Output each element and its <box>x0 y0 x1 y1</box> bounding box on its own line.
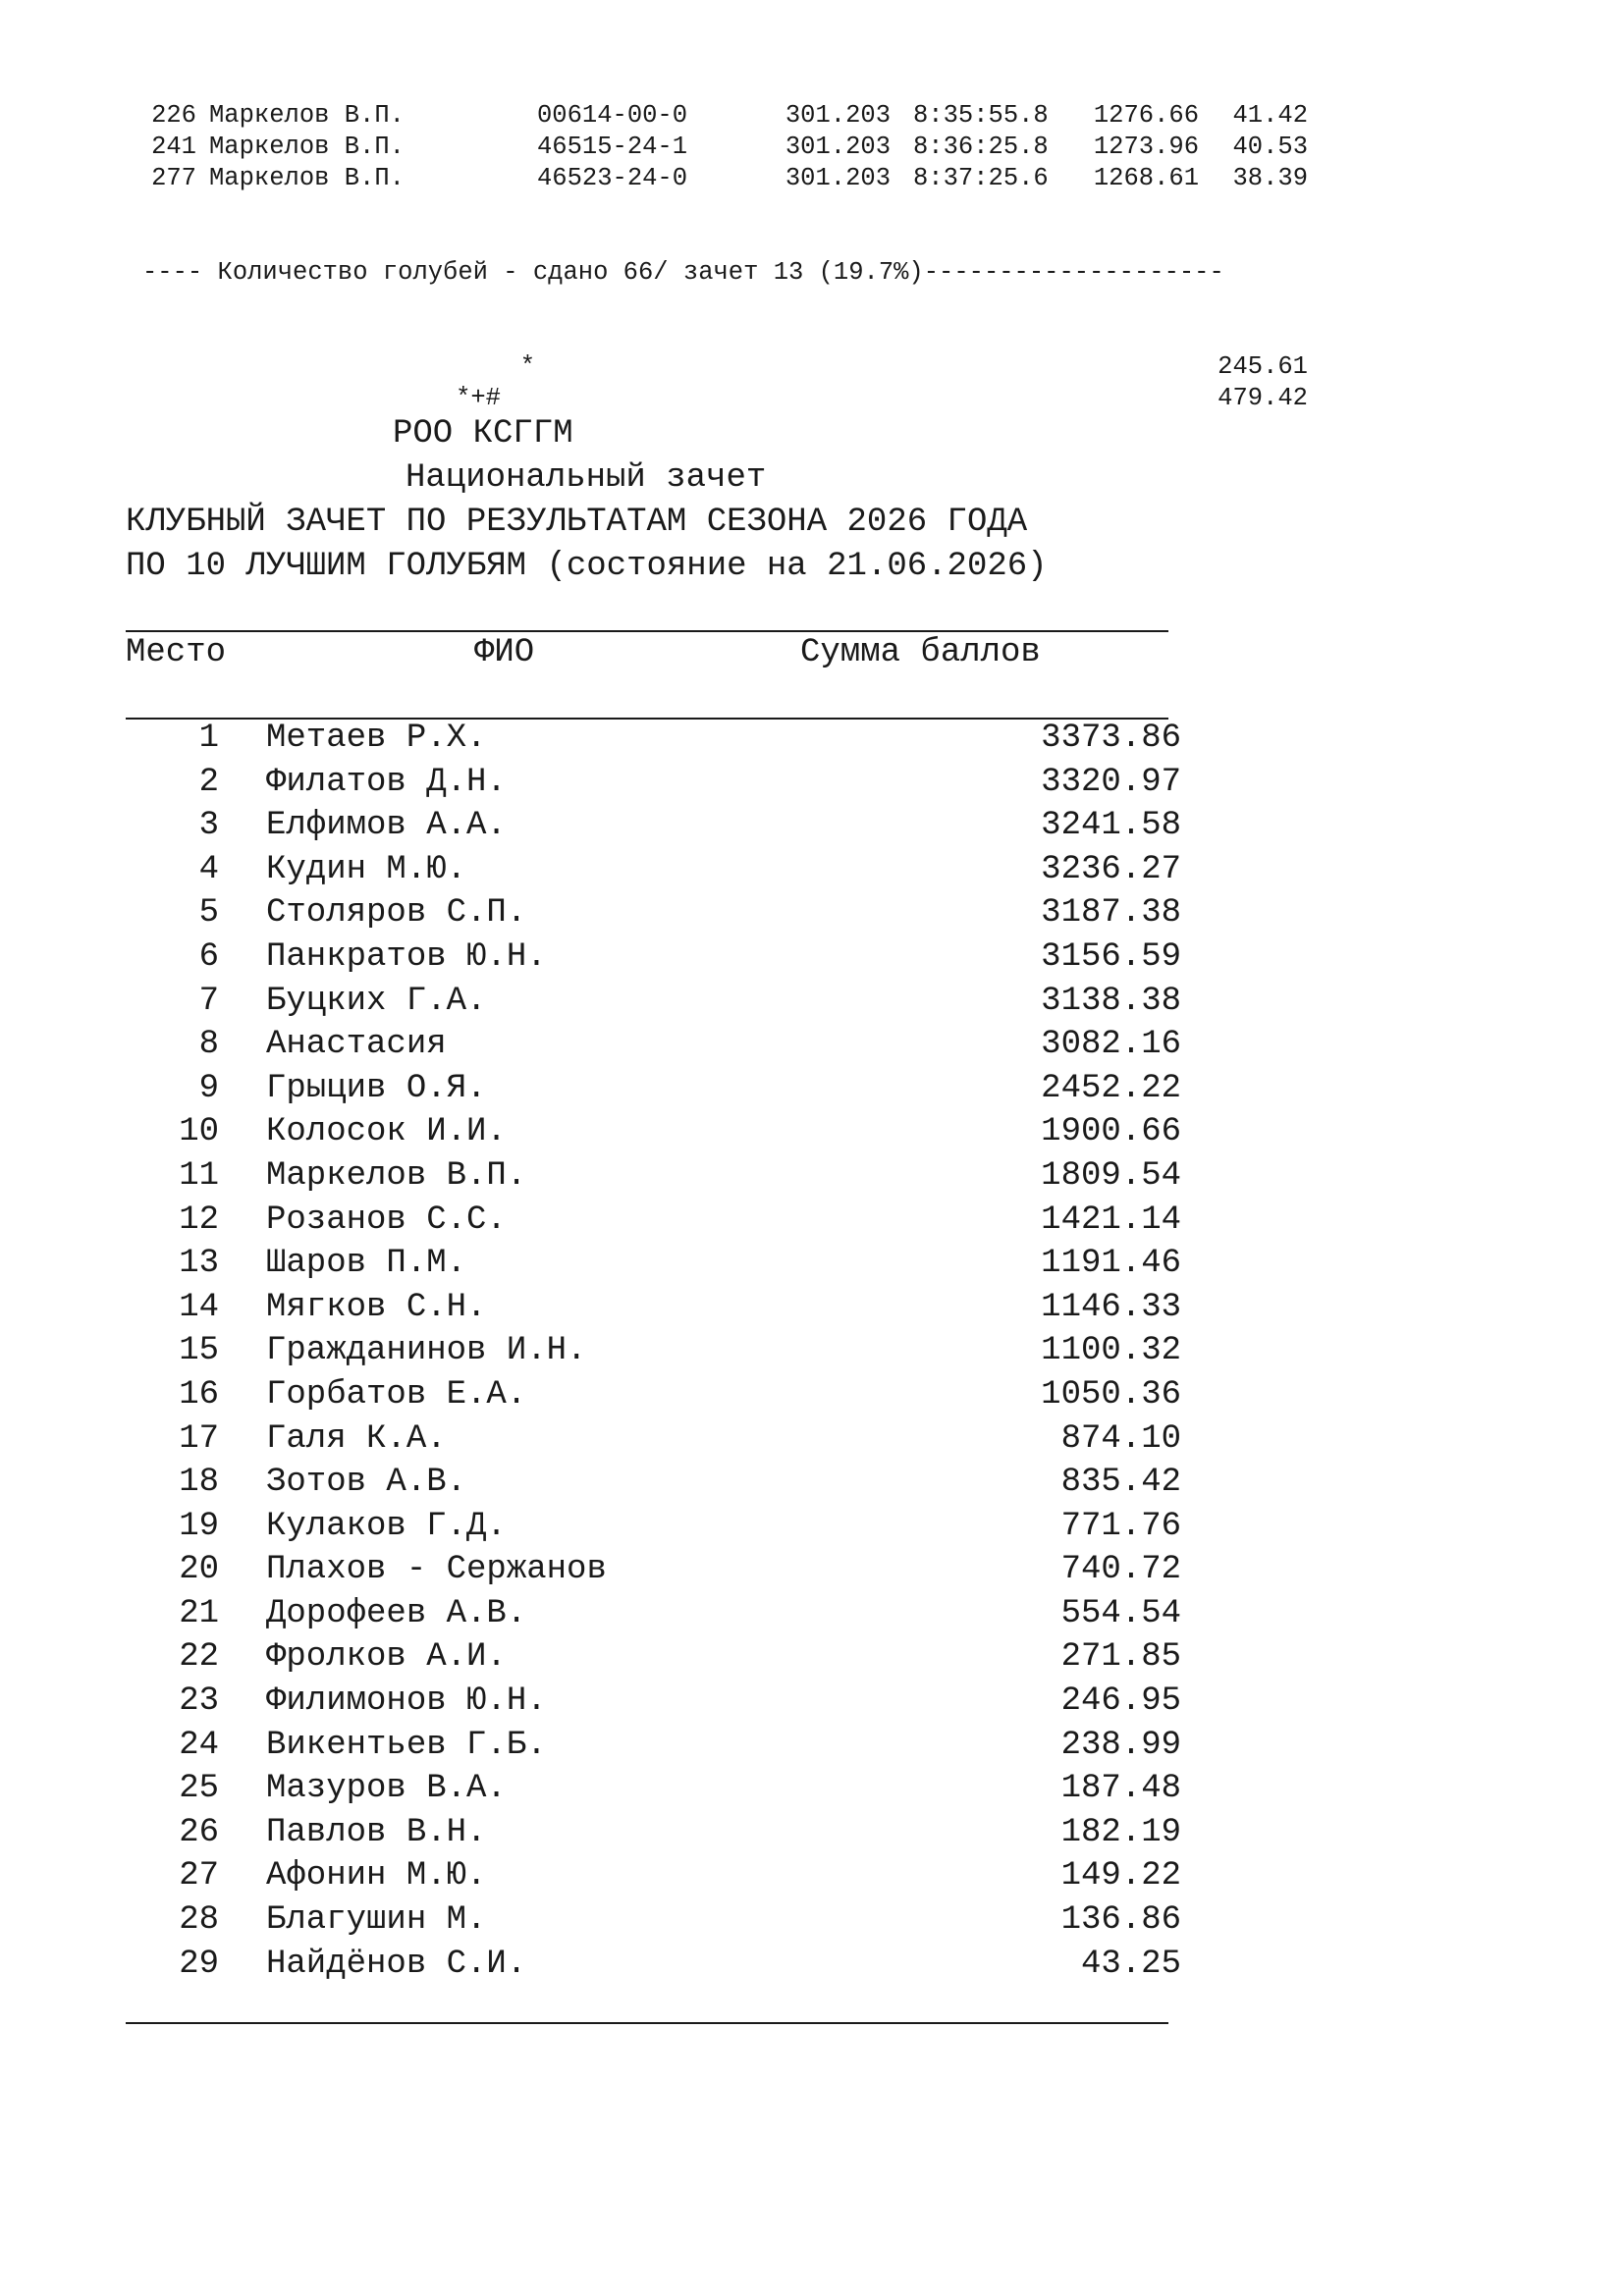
row-name: Анастасия <box>266 1026 447 1064</box>
standings-row <box>126 1417 1181 1462</box>
row-place: 3 <box>198 807 219 845</box>
row-name: Панкратов Ю.Н. <box>266 937 547 976</box>
standings-row <box>126 717 1181 761</box>
row-name: Афонин М.Ю. <box>266 1857 487 1896</box>
row-name: Шаров П.М. <box>266 1245 467 1283</box>
row-place: 17 <box>179 1419 219 1458</box>
standings-table <box>126 717 1181 1986</box>
row-name: Филимонов Ю.Н. <box>266 1682 547 1721</box>
race-points: 38.39 <box>1232 164 1308 192</box>
standings-row <box>126 980 1181 1024</box>
standings-row <box>126 1548 1181 1592</box>
row-place: 19 <box>179 1507 219 1545</box>
race-mark-value: 479.42 <box>1218 384 1308 412</box>
row-name: Фролков А.И. <box>266 1638 507 1677</box>
row-place: 2 <box>198 763 219 801</box>
standings-row <box>126 1811 1181 1855</box>
standings-row <box>126 1592 1181 1636</box>
race-ring-number: 00614-00-0 <box>537 101 688 130</box>
standings-row <box>126 891 1181 935</box>
column-header-score: Сумма баллов <box>800 634 1041 671</box>
row-name: Столяров С.П. <box>266 894 527 933</box>
row-name: Грыцив О.Я. <box>266 1069 487 1107</box>
standings-row <box>126 761 1181 805</box>
row-name: Кулаков Г.Д. <box>266 1507 507 1545</box>
race-pigeon-number: 241 <box>151 133 196 161</box>
row-score: 874.10 <box>1060 1419 1181 1458</box>
standings-row <box>126 935 1181 980</box>
row-place: 8 <box>198 1026 219 1064</box>
row-name: Розанов С.С. <box>266 1201 507 1239</box>
row-place: 7 <box>198 982 219 1020</box>
race-mark-row <box>142 383 1321 414</box>
row-score: 1421.14 <box>1041 1201 1181 1239</box>
row-place: 21 <box>179 1594 219 1632</box>
row-score: 3082.16 <box>1041 1026 1181 1064</box>
row-place: 5 <box>198 894 219 933</box>
race-marks <box>142 351 1321 414</box>
standings-row <box>126 1373 1181 1417</box>
standings-row <box>126 1724 1181 1768</box>
race-mark-symbol: *+# <box>456 384 501 412</box>
row-score: 3373.86 <box>1041 720 1181 757</box>
standings-row <box>126 1067 1181 1111</box>
race-pigeon-number: 226 <box>151 101 196 130</box>
race-rows <box>142 100 1321 194</box>
standings-header <box>126 412 1186 589</box>
row-name: Павлов В.Н. <box>266 1813 487 1851</box>
row-score: 835.42 <box>1060 1464 1181 1502</box>
row-place: 15 <box>179 1332 219 1370</box>
row-place: 26 <box>179 1813 219 1851</box>
row-score: 3241.58 <box>1041 807 1181 845</box>
row-name: Колосок И.И. <box>266 1113 507 1151</box>
row-place: 9 <box>198 1069 219 1107</box>
race-points: 40.53 <box>1232 133 1308 161</box>
race-results-fragment <box>142 37 1321 446</box>
row-name: Маркелов В.П. <box>266 1156 527 1195</box>
row-place: 13 <box>179 1245 219 1283</box>
row-score: 136.86 <box>1060 1901 1181 1940</box>
row-name: Горбатов Е.А. <box>266 1375 527 1414</box>
standings-row <box>126 804 1181 848</box>
race-arrival-time: 8:37:25.6 <box>913 164 1049 192</box>
row-score: 1146.33 <box>1041 1288 1181 1326</box>
column-header-name: ФИО <box>474 634 535 671</box>
row-score: 3156.59 <box>1041 937 1181 976</box>
standings-row <box>126 1943 1181 1987</box>
row-name: Мягков С.Н. <box>266 1288 487 1326</box>
row-place: 24 <box>179 1726 219 1764</box>
row-score: 2452.22 <box>1041 1069 1181 1107</box>
row-score: 1900.66 <box>1041 1113 1181 1151</box>
row-score: 3236.27 <box>1041 850 1181 888</box>
row-name: Галя К.А. <box>266 1419 447 1458</box>
row-score: 187.48 <box>1060 1770 1181 1808</box>
row-place: 20 <box>179 1551 219 1589</box>
row-name: Мазуров В.А. <box>266 1770 507 1808</box>
row-score: 1191.46 <box>1041 1245 1181 1283</box>
race-row <box>142 163 1321 194</box>
race-fancier-name: Маркелов В.П. <box>209 101 405 130</box>
row-place: 22 <box>179 1638 219 1677</box>
organization-name: РОО КСГГМ <box>393 415 573 453</box>
column-headers <box>126 631 1168 675</box>
race-distance: 301.203 <box>785 133 891 161</box>
race-arrival-time: 8:35:55.8 <box>913 101 1049 130</box>
row-score: 1100.32 <box>1041 1332 1181 1370</box>
race-arrival-time: 8:36:25.8 <box>913 133 1049 161</box>
row-place: 6 <box>198 937 219 976</box>
row-name: Найдёнов С.И. <box>266 1945 527 1983</box>
row-score: 149.22 <box>1060 1857 1181 1896</box>
standings-row <box>126 1286 1181 1330</box>
row-score: 1809.54 <box>1041 1156 1181 1195</box>
standings-row <box>126 848 1181 892</box>
race-mark-symbol: * <box>519 352 535 381</box>
standings-row <box>126 1898 1181 1943</box>
standings-title-line-1: КЛУБНЫЙ ЗАЧЕТ ПО РЕЗУЛЬТАТАМ СЕЗОНА 2026 ГОДА <box>126 504 1028 541</box>
row-name: Кудин М.Ю. <box>266 850 467 888</box>
standings-subtitle: Национальный зачет <box>406 459 767 497</box>
race-mark-row <box>142 351 1321 383</box>
standings-row <box>126 1242 1181 1286</box>
row-score: 246.95 <box>1060 1682 1181 1721</box>
row-place: 23 <box>179 1682 219 1721</box>
race-ring-number: 46515-24-1 <box>537 133 688 161</box>
standings-row <box>126 1767 1181 1811</box>
row-place: 4 <box>198 850 219 888</box>
race-distance: 301.203 <box>785 101 891 130</box>
race-fancier-name: Маркелов В.П. <box>209 133 405 161</box>
row-name: Гражданинов И.Н. <box>266 1332 587 1370</box>
row-name: Елфимов А.А. <box>266 807 507 845</box>
row-score: 3187.38 <box>1041 894 1181 933</box>
race-row <box>142 100 1321 132</box>
bottom-divider <box>126 2022 1168 2024</box>
row-score: 740.72 <box>1060 1551 1181 1589</box>
standings-row <box>126 1505 1181 1549</box>
row-score: 3138.38 <box>1041 982 1181 1020</box>
race-distance: 301.203 <box>785 164 891 192</box>
standings-row <box>126 1199 1181 1243</box>
race-summary-line: ---- Количество голубей - сдано 66/ зачет 13 (19.7%)-------------------- <box>142 258 1224 287</box>
race-speed: 1268.61 <box>1093 164 1199 192</box>
standings-row <box>126 1329 1181 1373</box>
race-speed: 1276.66 <box>1093 101 1199 130</box>
standings-row <box>126 1023 1181 1067</box>
row-place: 18 <box>179 1464 219 1502</box>
column-header-place: Место <box>126 634 227 671</box>
row-score: 271.85 <box>1060 1638 1181 1677</box>
row-place: 12 <box>179 1201 219 1239</box>
race-row <box>142 132 1321 163</box>
row-place: 29 <box>179 1945 219 1983</box>
row-score: 771.76 <box>1060 1507 1181 1545</box>
race-pigeon-number: 277 <box>151 164 196 192</box>
row-place: 28 <box>179 1901 219 1940</box>
row-name: Буцких Г.А. <box>266 982 487 1020</box>
race-mark-value: 245.61 <box>1218 352 1308 381</box>
standings-row <box>126 1110 1181 1154</box>
row-name: Плахов - Сержанов <box>266 1551 607 1589</box>
row-place: 14 <box>179 1288 219 1326</box>
standings-row <box>126 1854 1181 1898</box>
row-score: 238.99 <box>1060 1726 1181 1764</box>
row-score: 3320.97 <box>1041 763 1181 801</box>
row-place: 27 <box>179 1857 219 1896</box>
race-ring-number: 46523-24-0 <box>537 164 688 192</box>
standings-row <box>126 1635 1181 1680</box>
standings-title-line-2: ПО 10 ЛУЧШИМ ГОЛУБЯМ (состояние на 21.06.2026) <box>126 548 1048 585</box>
row-place: 1 <box>198 720 219 757</box>
row-score: 1050.36 <box>1041 1375 1181 1414</box>
row-score: 43.25 <box>1080 1945 1181 1983</box>
row-name: Зотов А.В. <box>266 1464 467 1502</box>
race-fancier-name: Маркелов В.П. <box>209 164 405 192</box>
row-name: Викентьев Г.Б. <box>266 1726 547 1764</box>
race-speed: 1273.96 <box>1093 133 1199 161</box>
row-name: Благушин М. <box>266 1901 487 1940</box>
race-points: 41.42 <box>1232 101 1308 130</box>
row-place: 16 <box>179 1375 219 1414</box>
row-score: 554.54 <box>1060 1594 1181 1632</box>
row-place: 25 <box>179 1770 219 1808</box>
row-place: 10 <box>179 1113 219 1151</box>
row-score: 182.19 <box>1060 1813 1181 1851</box>
standings-row <box>126 1154 1181 1199</box>
row-name: Дорофеев А.В. <box>266 1594 527 1632</box>
row-place: 11 <box>179 1156 219 1195</box>
standings-row <box>126 1461 1181 1505</box>
standings-row <box>126 1680 1181 1724</box>
row-name: Филатов Д.Н. <box>266 763 507 801</box>
row-name: Метаев Р.Х. <box>266 720 487 757</box>
